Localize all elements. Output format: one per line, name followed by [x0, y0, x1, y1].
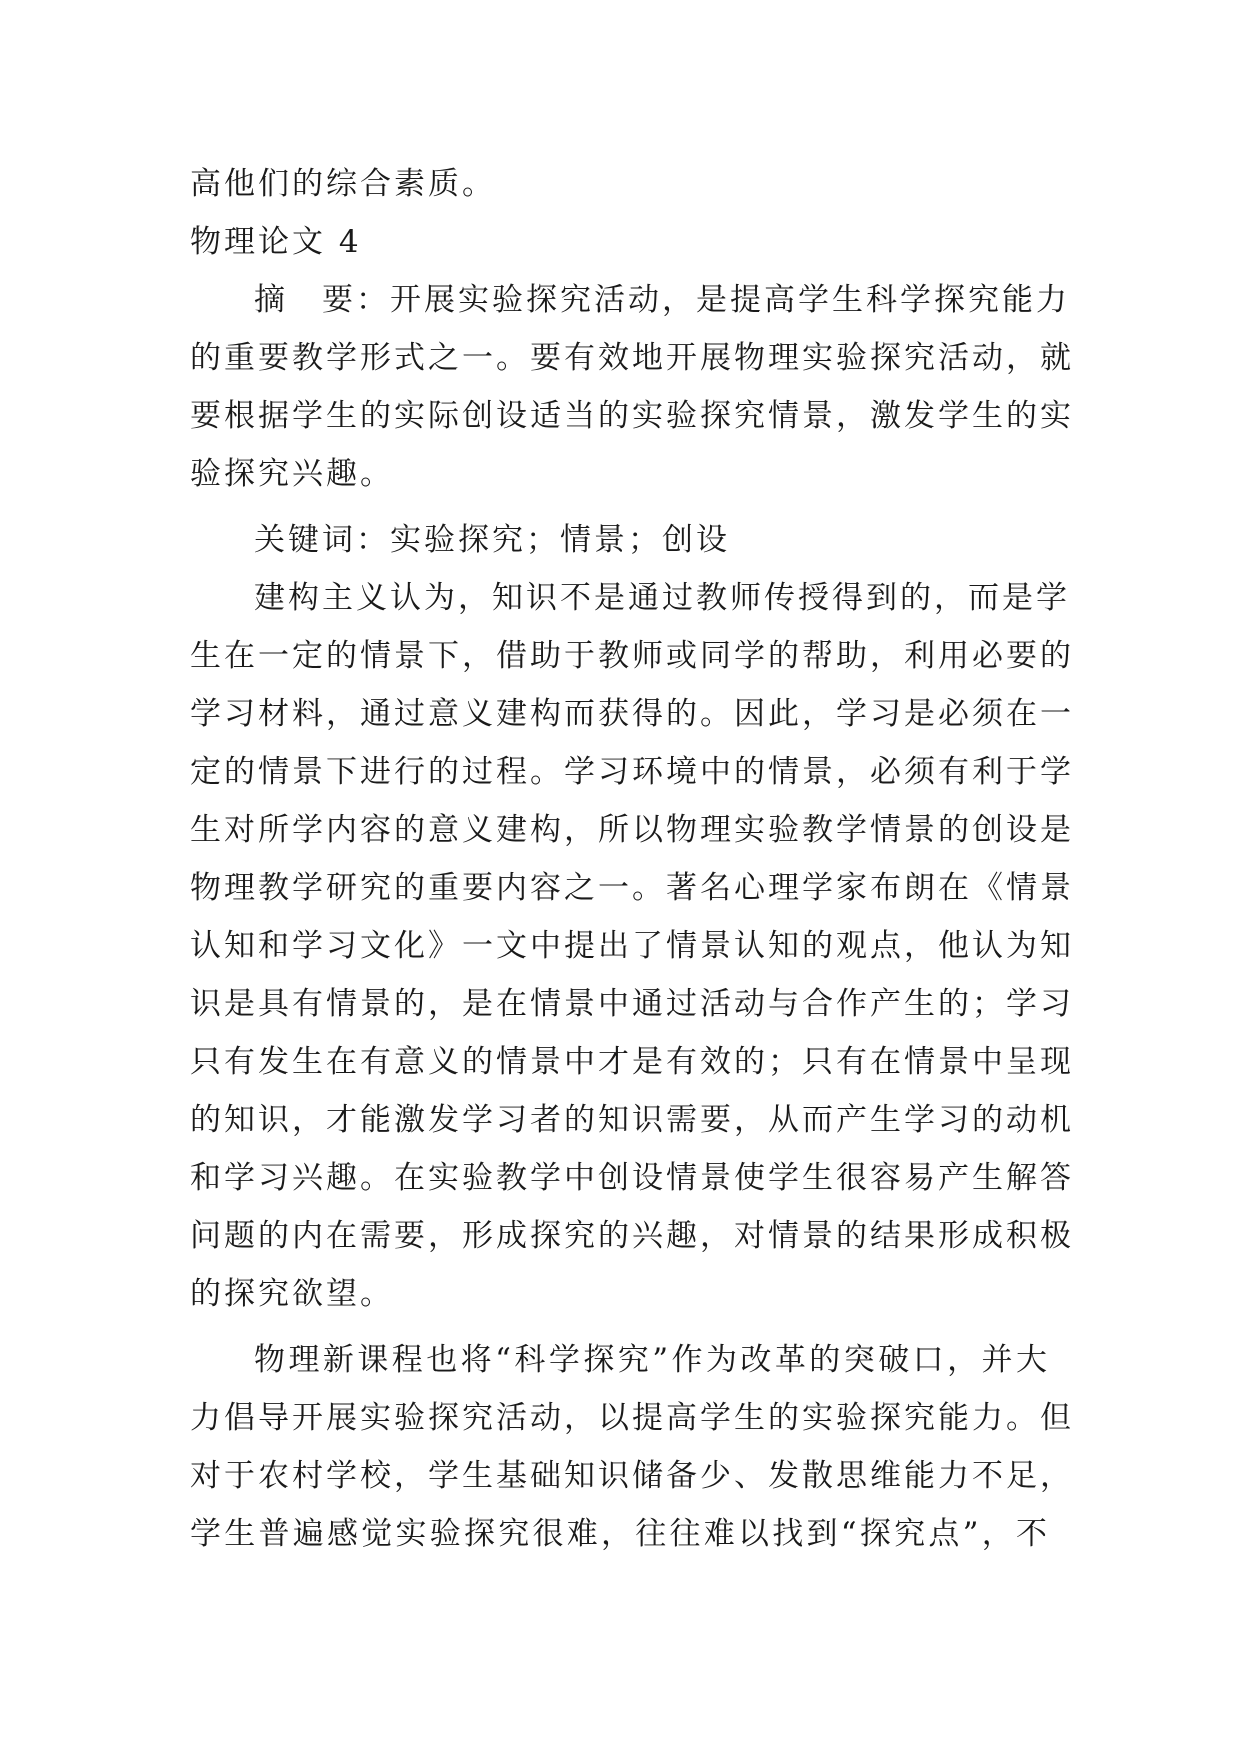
paragraph-line: 生对所学内容的意义建构，所以物理实验教学情景的创设是 [190, 812, 1074, 848]
abstract-line: 验探究兴趣。 [190, 456, 394, 492]
paragraph-line: 物理教学研究的重要内容之一。著名心理学家布朗在《情景 [190, 870, 1074, 906]
paragraph-line: 力倡导开展实验探究活动，以提高学生的实验探究能力。但 [190, 1400, 1074, 1436]
paragraph-line: 生在一定的情景下，借助于教师或同学的帮助，利用必要的 [190, 638, 1074, 674]
paragraph-gap [190, 503, 1050, 511]
text-line: 高他们的综合素质。 [190, 166, 496, 202]
paragraph-line: 学生普遍感觉实验探究很难，往往难以找到“探究点”，不 [190, 1516, 1050, 1552]
paragraph-line: 对于农村学校，学生基础知识储备少、发散思维能力不足， [190, 1458, 1074, 1494]
paragraph-line: 问题的内在需要，形成探究的兴趣，对情景的结果形成积极 [190, 1218, 1074, 1254]
paragraph-line: 定的情景下进行的过程。学习环境中的情景，必须有利于学 [190, 754, 1074, 790]
abstract-line: 的重要教学形式之一。要有效地开展物理实验探究活动，就 [190, 340, 1074, 376]
paragraph-line: 学习材料，通过意义建构而获得的。因此，学习是必须在一 [190, 696, 1074, 732]
paragraph-gap [190, 1323, 1050, 1331]
section-heading: 物理论文 4 [190, 224, 362, 260]
paragraph-line: 认知和学习文化》一文中提出了情景认知的观点，他认为知 [190, 928, 1074, 964]
paragraph-line: 的探究欲望。 [190, 1276, 394, 1312]
paragraph-line: 识是具有情景的，是在情景中通过活动与合作产生的；学习 [190, 986, 1074, 1022]
keywords-line: 关键词：实验探究；情景；创设 [254, 522, 730, 558]
abstract-line: 要根据学生的实际创设适当的实验探究情景，激发学生的实 [190, 398, 1074, 434]
paragraph-line: 和学习兴趣。在实验教学中创设情景使学生很容易产生解答 [190, 1160, 1074, 1196]
document-body [190, 155, 1074, 1563]
paragraph-line: 只有发生在有意义的情景中才是有效的；只有在情景中呈现 [190, 1044, 1074, 1080]
paragraph-line: 建构主义认为，知识不是通过教师传授得到的，而是学 [254, 580, 1070, 616]
abstract-line: 摘 要：开展实验探究活动，是提高学生科学探究能力 [254, 282, 1070, 318]
paragraph-line: 的知识，才能激发学习者的知识需要，从而产生学习的动机 [190, 1102, 1074, 1138]
paragraph-line: 物理新课程也将“科学探究”作为改革的突破口，并大 [254, 1342, 1050, 1378]
